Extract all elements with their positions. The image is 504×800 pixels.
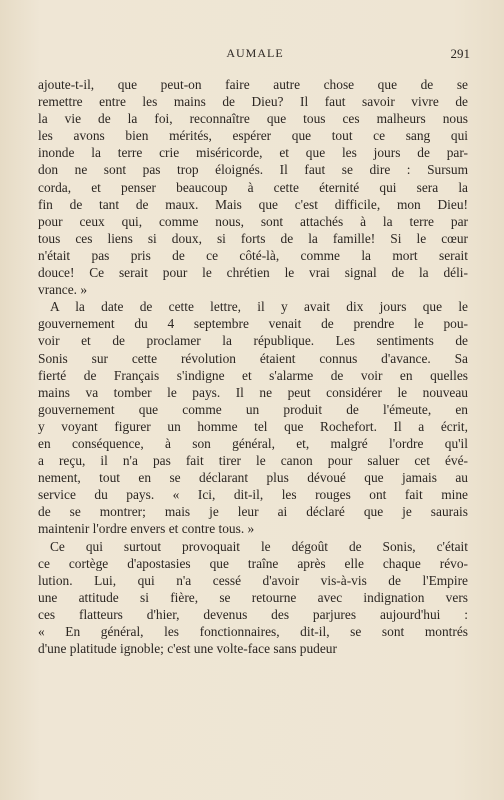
text-line: a reçu, il n'a pas fait tirer le canon pour saluer cet évé- [38, 453, 468, 469]
text-line: don ne sont pas trop éloignés. Il faut se dire : Sursum [38, 162, 468, 178]
text-line: fierté de Français s'indigne et s'alarme de voir en quelles [38, 367, 468, 383]
text-line: pour ceux qui, comme nous, sont attachés à la terre par [38, 213, 468, 229]
text-line: A la date de cette lettre, il y avait dix jours que le [50, 299, 468, 315]
text-line: maintenir l'ordre envers et contre tous. » [38, 521, 255, 537]
text-line: gouvernement que comme un produit de l'émeute, en [38, 401, 468, 417]
text-line: fin de tant de maux. Mais que c'est difficile, mon Dieu! [38, 196, 468, 212]
text-line: lution. Lui, qui n'a cessé d'avoir vis-à-vis de l'Empire [38, 572, 468, 588]
text-line: voir et de proclamer la république. Les sentiments de [38, 333, 468, 349]
text-line: une attitude si fière, se retourne avec indignation vers [38, 589, 468, 605]
text-line: vrance. » [38, 282, 88, 298]
page-body [38, 76, 468, 657]
text-line: n'était pas pris de ce côté-là, comme la mort serait [38, 247, 468, 263]
text-line: mains va tomber le pays. Il ne peut considérer le nouveau [38, 384, 468, 400]
text-line: la vie de la foi, reconnaître que tous ces malheurs nous [38, 111, 468, 127]
running-head [40, 46, 470, 64]
text-line: ce cortège d'apostasies que traîne après elle chaque révo- [38, 555, 468, 571]
running-title: AUMALE [226, 46, 284, 60]
text-line: inonde la terre crie miséricorde, et que les jours de par- [38, 145, 468, 161]
text-line: de se montrer; mais je leur ai déclaré que je saurais [38, 504, 468, 520]
text-line: ces flatteurs d'hier, devenus des parjures aujourd'hui : [38, 606, 468, 622]
text-line: remettre entre les mains de Dieu? Il faut savoir vivre de [38, 94, 468, 110]
text-line: Ce qui surtout provoquait le dégoût de Sonis, c'était [50, 538, 468, 554]
text-line: tous ces liens si doux, si forts de la famille! Si le cœur [38, 230, 468, 246]
text-line: service du pays. « Ici, dit-il, les rouges ont fait mine [38, 487, 468, 503]
text-line: ajoute-t-il, que peut-on faire autre chose que de se [38, 77, 468, 92]
text-line: les avons bien mérités, espérer que tout ce sang qui [38, 128, 468, 144]
text-line: corda, et penser beaucoup à cette éternité qui sera la [38, 179, 468, 195]
text-line: gouvernement du 4 septembre venait de prendre le pou- [38, 316, 468, 332]
text-line: d'une platitude ignoble; c'est une volte-face sans pudeur [38, 641, 337, 657]
text-line: y voyant figurer un homme tel que Rochefort. Il a écrit, [38, 418, 468, 434]
text-line: douce! Ce serait pour le chrétien le vrai signal de la déli- [38, 265, 468, 281]
text-line: nement, tout en se déclarant plus dévoué que jamais au [38, 470, 468, 486]
paragraph [38, 538, 468, 658]
text-line: Sonis sur cette révolution étaient connus d'avance. Sa [38, 350, 468, 366]
text-line: en conséquence, à son général, et, malgré l'ordre qu'il [38, 435, 468, 451]
paragraph [38, 76, 468, 298]
paragraph [38, 298, 468, 537]
page-number: 291 [450, 46, 470, 61]
text-line: « En général, les fonctionnaires, dit-il, se sont montrés [38, 624, 468, 639]
